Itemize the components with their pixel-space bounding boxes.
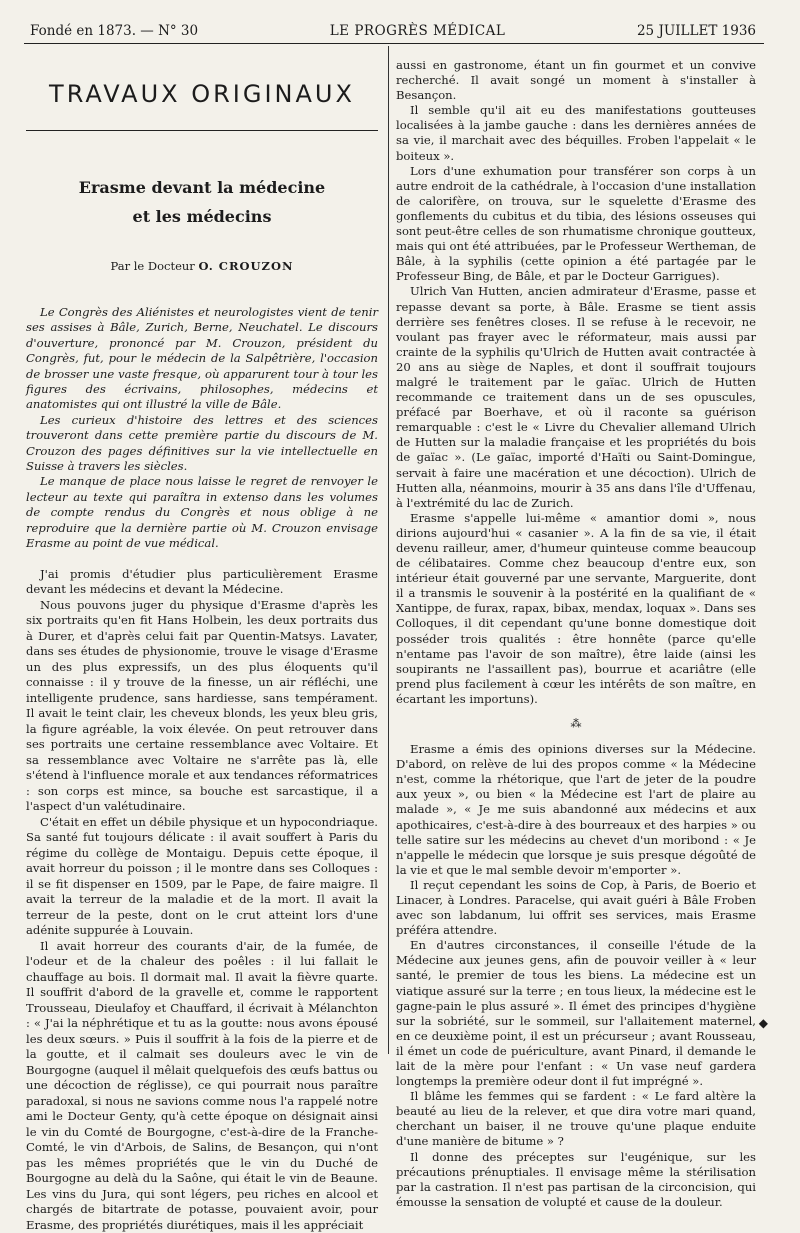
byline (26, 259, 378, 273)
byline-prefix: Par le Docteur (111, 259, 195, 273)
paragraph: En d'autres circonstances, il conseille l'étude de la Médecine aux jeunes gens, afin de pouvoir veiller à « leur santé, le premier de tous les biens. La médecine est un viatique assuré sur la terre ; en tous lieux, la médecine est le gagne-pain le plus assuré ». Il émet des principes d'hygiène sur la sobriété, sur le sommeil, sur l'allaitement maternel, en ce deuxième point, il est un précurseur ; avant Rousseau, il émet un code de puériculture, avant Pinard, il demande le lait de la mère pour l'enfant : « Un vase neuf gardera longtemps la première odeur dont il fut imprégné ». (396, 938, 756, 1089)
paragraph: Il reçut cependant les soins de Cop, à Paris, de Boerio et Linacer, à Londres. Paracelse, qui avait guéri à Bâle Froben avec son labdanum, lui offrit ses services, mais Erasme préféra attendre. (396, 878, 756, 938)
intro-paragraph: Le manque de place nous laisse le regret de renvoyer le lecteur au texte qui paraîtra in extenso dans les volumes de compte rendus du Congrès et nous oblige à ne reproduire que la dernière partie où M. Crouzon envisage Erasme au point de vue médical. (26, 474, 378, 551)
left-body (26, 567, 378, 1233)
issue-date: 25 JUILLET 1936 (637, 22, 756, 40)
journal-name: LE PROGRÈS MÉDICAL (330, 22, 506, 40)
article-title-line: Erasme devant la médecine (26, 173, 378, 202)
paragraph: Il blâme les femmes qui se fardent : « Le fard altère la beauté au lieu de la relever, et que dira votre mari quand, cherchant un baiser, il ne trouve qu'une plaque enduite d'une manière de bitume » ? (396, 1089, 756, 1149)
editorial-intro (26, 305, 378, 552)
running-header (30, 22, 756, 40)
left-column (26, 52, 378, 1233)
section-title: TRAVAUX ORIGINAUX (26, 80, 378, 108)
paragraph: Ulrich Van Hutten, ancien admirateur d'Erasme, passe et repasse devant sa porte, à Bâle. Erasme se tient assis derrière ses fenêtres closes. Il se refuse à le recevoir, ne voulant pas frayer avec le réformateur, mais aussi par crainte de la syphilis qu'Ulrich de Hutten avait contractée à 20 ans au siège de Naples, et dont il souffrait toujours malgré le traitement par le gaïac. Ulrich de Hutten recommande ce traitement dans un de ses opuscules, préfacé par Boerhave, et où il raconte sa guérison remarquable : c'est le « Livre du Chevalier allemand Ulrich de Hutten sur la maladie française et les propriétés du bois de gaïac ». (Le gaïac, importé d'Haïti ou Saint-Domingue, servait à faire une macération et une décoction). Ulrich de Hutten alla, néanmoins, mourir à 35 ans dans l'île d'Uffenau, à l'extrémité du lac de Zurich. (396, 284, 756, 510)
paragraph: Erasme s'appelle lui-même « amantior domi », nous dirions aujourd'hui « casanier ». A la fin de sa vie, il était devenu railleur, amer, d'humeur quinteuse comme beaucoup de célibataires. Comme chez beaucoup d'entre eux, son intérieur était gouverné par une servante, Marguerite, dont il a transmis le souvenir à la postérité en la qualifiant de « Xantippe, de furax, rapax, bibax, mendax, loquax ». Dans ses Colloques, il dit cependant qu'une bonne domestique doit posséder trois qualités : être honnête (parce qu'elle n'entame pas l'avoir de son maître), être laide (ainsi les soupirants ne l'assaillent pas), bourrue et acariâtre (elle prend plus facilement à cœur les intérêts de son maître, en écartant les importuns). (396, 511, 756, 707)
article-title-line: et les médecins (26, 202, 378, 231)
intro-paragraph: Le Congrès des Aliénistes et neurologistes vient de tenir ses assises à Bâle, Zurich, Berne, Neuchatel. Le discours d'ouverture, prononcé par M. Crouzon, président du Congrès, fut, pour le médecin de la Salpêtrière, l'occasion de brosser une vaste fresque, où apparurent tour à tour les figures des écrivains, philosophes, médecins et anatomistes qui ont illustré la ville de Bâle. (26, 305, 378, 413)
paragraph: Erasme a émis des opinions diverses sur la Médecine. D'abord, on relève de lui des propos comme « la Médecine n'est, comme la rhétorique, que l'art de jeter de la poudre aux yeux », ou bien « la Médecine est l'art de plaire au malade », « Je me suis abandonné aux médecins et aux apothicaires, c'est-à-dire à des bourreaux et des harpies » ou telle satire sur les médecins au chevet d'un moribond : « Je n'appelle le médecin que lorsque je suis presque dégoûté de la vie et que le mal semble devoir m'emporter ». (396, 742, 756, 878)
section-rule (26, 130, 378, 131)
article-title (26, 173, 378, 231)
paragraph: Il avait horreur des courants d'air, de la fumée, de l'odeur et de la chaleur des poêles : il lui fallait le chauffage au bois. Il dormait mal. Il avait la fièvre quarte. Il souffrit d'abord de la gravelle et, comme le rapportent Trousseau, Dieulafoy et Chauffard, il écrivait à Mélanchton : « J'ai la néphrétique et tu as la goutte: nous avons épousé les deux sœurs. » Puis il souffrit à la fois de la pierre et de la goutte, et il calmait ses douleurs avec le vin de Bourgogne (auquel il mêlait quelquefois des œufs battus ou une décoction de réglisse), ce qui pourrait nous paraître paradoxal, si nous ne savions comme nous l'a rappelé notre ami le Docteur Genty, qu'à cette époque on désignait ainsi le vin du Comté de Bourgogne, c'est-à-dire de la Franche-Comté, le vin d'Arbois, de Salins, de Besançon, qui n'ont pas les mêmes propriétés que le vin du Duché de Bourgogne au delà du la Saône, qui était le vin de Beaune. Les vins du Jura, qui sont légers, peu riches en alcool et chargés de bitartrate de potasse, pouvaient avoir, pour Erasme, des propriétés diurétiques, mais il les appréciait (26, 939, 378, 1233)
right-body-top (396, 58, 756, 707)
intro-paragraph: Les curieux d'histoire des lettres et des sciences trouveront dans cette première partie du discours de M. Crouzon des pages définitives sur la vie intellectuelle en Suisse à travers les siècles. (26, 413, 378, 475)
paragraph: C'était en effet un débile physique et un hypocondriaque. Sa santé fut toujours délicate : il avait souffert à Paris du régime du collège de Montaigu. Depuis cette époque, il avait horreur du poisson ; il le montre dans ses Colloques : il se fit dispenser en 1509, par le Pape, de faire maigre. Il avait la terreur de la maladie et de la mort. Il avait la terreur de la peste, dont on le crut atteint lors d'une adénite suppurée à Louvain. (26, 815, 378, 939)
right-body-bottom (396, 742, 756, 1210)
paragraph: Il semble qu'il ait eu des manifestations goutteuses localisées à la jambe gauche : dans les dernières années de sa vie, il marchait avec des béquilles. Froben l'appelait « le boiteux ». (396, 103, 756, 163)
paragraph: aussi en gastronome, étant un fin gourmet et un convive recherché. Il avait songé un moment à s'installer à Besançon. (396, 58, 756, 103)
column-divider (388, 46, 389, 1054)
paragraph: Lors d'une exhumation pour transférer son corps à un autre endroit de la cathédrale, à l'occasion d'une installation de calorifère, on trouva, sur le squelette d'Erasme des gonflements du cubitus et du tibia, des lésions osseuses qui sont peut-être celles de son rhumatisme chronique goutteux, mais qui ont été attribuées, par le Professeur Wertheman, de Bâle, à la syphilis (cette opinion a été partagée par le Professeur Bing, de Bâle, et par le Docteur Garrigues). (396, 164, 756, 285)
author-name: O. CROUZON (198, 259, 293, 273)
section-break-asterism: ⁂ (396, 719, 756, 728)
header-rule (24, 43, 764, 44)
end-diamond-icon: ◆ (759, 1016, 768, 1030)
founded-issue: Fondé en 1873. — N° 30 (30, 22, 198, 40)
paragraph: Il donne des préceptes sur l'eugénique, sur les précautions prénuptiales. Il envisage même la stérilisation par la castration. Il n'est pas partisan de la circoncision, qui émousse la sensation de volupté et cause de la douleur. (396, 1150, 756, 1210)
paragraph: J'ai promis d'étudier plus particulièrement Erasme devant les médecins et devant la Médecine. (26, 567, 378, 598)
paragraph: Nous pouvons juger du physique d'Erasme d'après les six portraits qu'en fit Hans Holbein, les deux portraits dus à Durer, et d'après celui fait par Quentin-Matsys. Lavater, dans ses études de physionomie, trouve le visage d'Erasme un des plus expressifs, un des plus éloquents qu'il connaisse : il y trouve de la finesse, un air réfléchi, une intelligente prudence, sans hardiesse, sans tempérament. Il avait le teint clair, les cheveux blonds, les yeux bleu gris, la figure agréable, la voix élevée. On peut retrouver dans ses portraits une certaine ressemblance avec Voltaire. Et sa ressemblance avec Voltaire ne s'arrête pas là, elle s'étend à l'influence morale et aux tendances réformatrices : son corps est mince, sa bouche est sarcastique, il a l'aspect d'un valétudinaire. (26, 598, 378, 815)
right-column (396, 58, 756, 1210)
